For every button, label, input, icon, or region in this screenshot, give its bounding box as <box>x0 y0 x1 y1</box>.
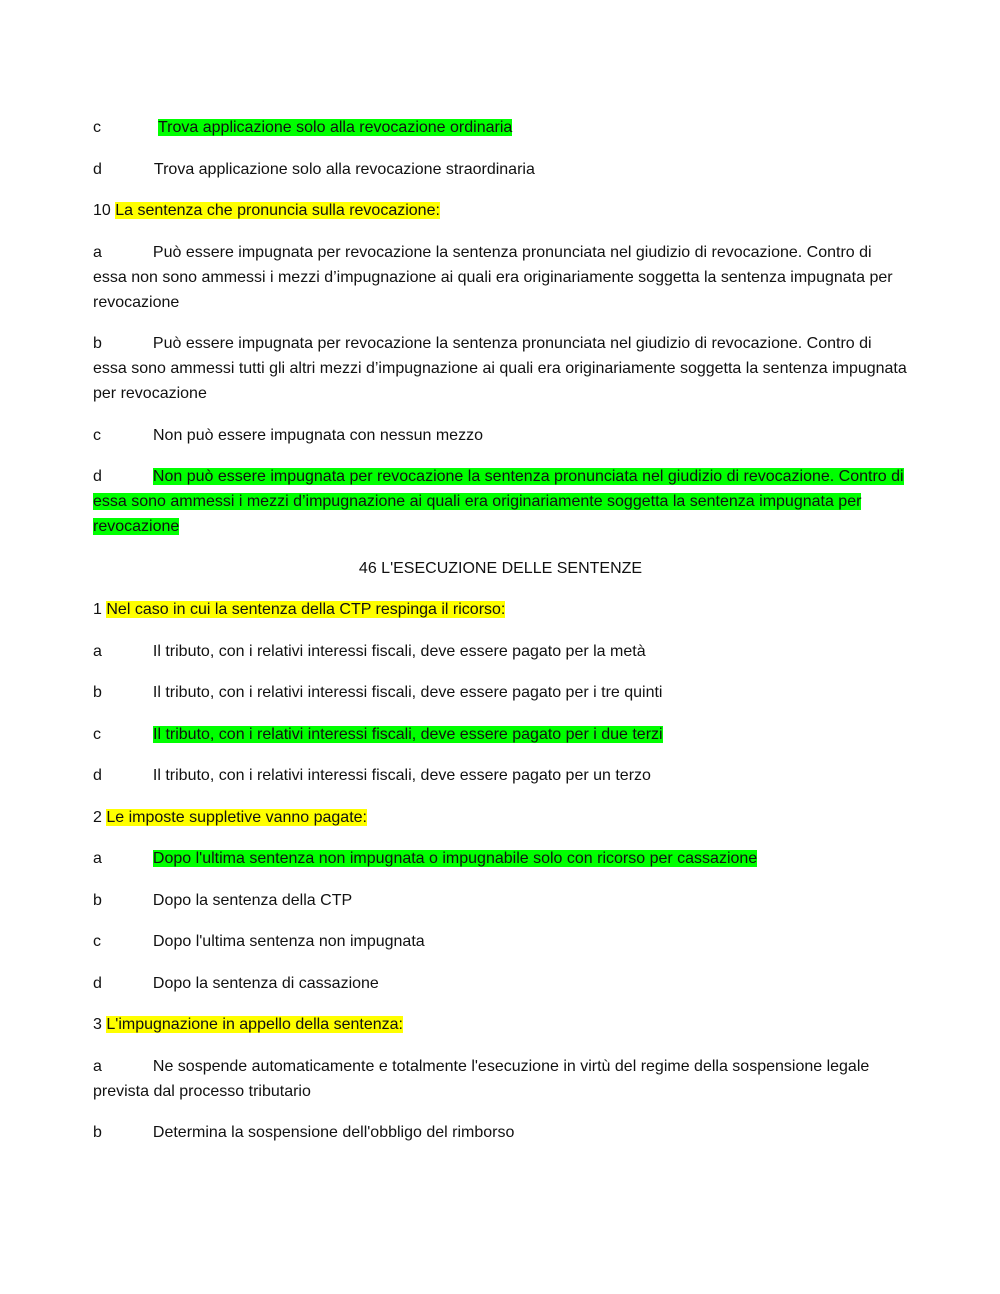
question <box>93 198 908 223</box>
answer-text: Dopo la sentenza della CTP <box>152 891 353 909</box>
answer-text: Dopo la sentenza di cassazione <box>152 974 379 992</box>
answer-text: Dopo l'ultima sentenza non impugnata <box>153 933 425 950</box>
section-title: 46 L'ESECUZIONE DELLE SENTENZE <box>358 559 643 577</box>
document-content <box>93 115 908 1162</box>
answer-text: Può essere impugnata per revocazione la sentenza pronunciata nel giudizio di revocazione. Contro di essa sono ammessi tutti gli altri mezzi d’impugnazione ai quali era originariamente soggetta la sentenza impugnata per revocazione <box>93 335 907 402</box>
question-text: L'impugnazione in appello della sentenza: <box>106 1016 403 1033</box>
question-number: 3 <box>93 1016 102 1033</box>
answer-option <box>93 846 908 871</box>
answer-option <box>93 680 908 705</box>
answer-option <box>93 1120 908 1145</box>
question <box>93 597 908 622</box>
option-label: b <box>93 1124 102 1141</box>
option-label: c <box>93 426 101 444</box>
answer-text: Il tributo, con i relativi interessi fiscali, deve essere pagato per un terzo <box>152 767 651 784</box>
correct-answer-text: Il tributo, con i relativi interessi fiscali, deve essere pagato per i due terzi <box>153 725 663 743</box>
answer-text: Può essere impugnata per revocazione la sentenza pronunciata nel giudizio di revocazione. Contro di essa non sono ammessi i mezzi d’impugnazione ai quali era originariamente soggetta la sentenza impugnata per revocazione <box>93 243 893 311</box>
question-number: 10 <box>93 202 111 219</box>
answer-option <box>93 888 908 913</box>
answer-option <box>93 722 908 747</box>
question <box>93 805 908 830</box>
answer-text: Il tributo, con i relativi interessi fiscali, deve essere pagato per i tre quinti <box>152 684 663 701</box>
correct-answer-text: Trova applicazione solo alla revocazione ordinaria <box>158 119 513 136</box>
option-label: c <box>93 933 101 950</box>
question-number: 2 <box>93 808 102 826</box>
option-label: b <box>93 684 102 701</box>
question-number: 1 <box>93 601 102 618</box>
question-text: La sentenza che pronuncia sulla revocazione: <box>115 202 440 219</box>
option-label: b <box>93 335 102 352</box>
answer-option <box>93 423 908 448</box>
option-label: a <box>93 850 102 867</box>
option-label: a <box>93 1057 102 1075</box>
question <box>93 1012 908 1037</box>
option-label: d <box>93 160 102 178</box>
option-label: d <box>93 468 102 485</box>
answer-text: Ne sospende automaticamente e totalmente l'esecuzione in virtù del regime della sospensione legale prevista dal processo tributario <box>93 1057 870 1100</box>
answer-text: Trova applicazione solo alla revocazione straordinaria <box>153 160 535 178</box>
answer-option <box>93 1054 908 1104</box>
question-text: Le imposte suppletive vanno pagate: <box>106 808 367 826</box>
answer-option <box>93 464 908 539</box>
answer-text: Il tributo, con i relativi interessi fiscali, deve essere pagato per la metà <box>152 642 646 660</box>
correct-answer-text: Non può essere impugnata per revocazione la sentenza pronunciata nel giudizio di revocazione. Contro di essa sono ammessi i mezzi d’impugnazione ai quali era originariamente soggetta la sentenza impugnata per revocazione <box>93 468 904 535</box>
answer-option <box>93 331 908 406</box>
correct-answer-text: Dopo l'ultima sentenza non impugnata o impugnabile solo con ricorso per cassazione <box>152 850 758 867</box>
answer-option <box>93 929 908 954</box>
question-text: Nel caso in cui la sentenza della CTP respinga il ricorso: <box>106 601 506 618</box>
option-label: c <box>93 119 101 136</box>
answer-option <box>93 115 908 140</box>
option-label: a <box>93 642 102 660</box>
option-label: c <box>93 725 101 743</box>
answer-text: Determina la sospensione dell'obbligo del rimborso <box>152 1124 515 1141</box>
answer-option <box>93 240 908 315</box>
answer-text: Non può essere impugnata con nessun mezzo <box>153 426 483 444</box>
option-label: d <box>93 767 102 784</box>
answer-option <box>93 763 908 788</box>
option-label: b <box>93 891 102 909</box>
option-label: d <box>93 974 102 992</box>
answer-option <box>93 157 908 182</box>
answer-option <box>93 639 908 664</box>
option-label: a <box>93 243 102 261</box>
answer-option <box>93 971 908 996</box>
